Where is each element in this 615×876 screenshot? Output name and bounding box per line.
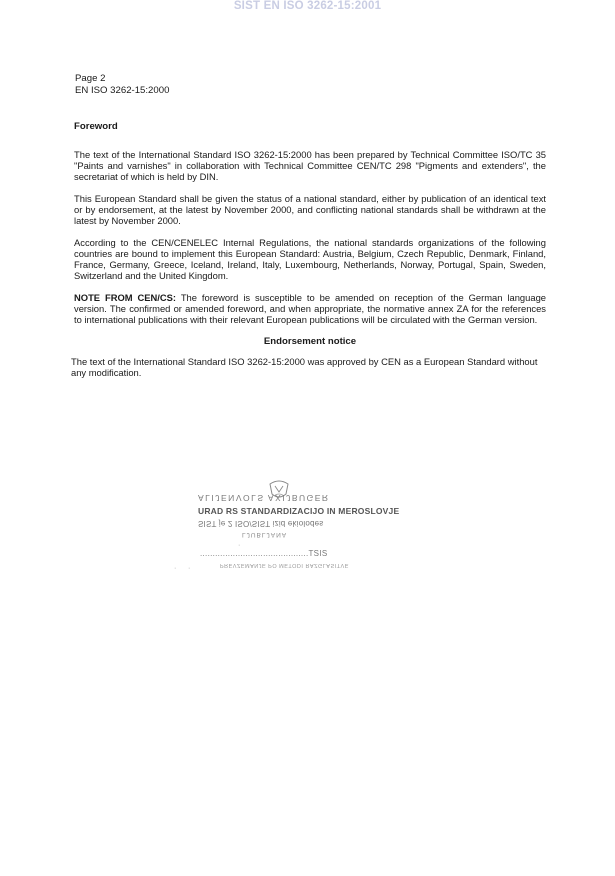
page-content [71, 121, 546, 389]
note-text: The foreword is susceptible to be amended on reception of the German language version. The confirmed or amended foreword, and when appropriate, the normative annex ZA for the references to international publications with their relevant European publications will be circulated with the German version. [74, 292, 546, 325]
stamp-line-5: ...........................................TSIS [200, 549, 328, 558]
foreword-heading: Foreword [74, 121, 118, 132]
stamp-line-6: PREVZEMANJE PO METODI RAZGLASITVE [220, 562, 349, 568]
document-id: EN ISO 3262-15:2000 [75, 85, 170, 96]
stamp-line-4: LJUBLJANA [242, 531, 288, 538]
endorsement-paragraph: The text of the International Standard ISO 3262-15:2000 was approved by CEN as a European Standard without any modification. [71, 356, 538, 378]
endorsement-heading: Endorsement notice [263, 336, 357, 347]
foreword-paragraph-3: According to the CEN/CENELEC Internal Regulations, the national standards organizations of the following countries are bound to implement this European Standard: Austria, Belgium, Czech Republic, Denmark, Finland, France, Germany, Greece, Iceland, Ireland, Italy, Luxembourg, Netherlands, Norway, Portugal, Spain, Sweden, Switzerland and the United Kingdom. [74, 237, 546, 281]
scan-speck: · [238, 542, 241, 549]
watermark: SIST EN ISO 3262-15:2001 [233, 0, 382, 12]
official-stamp [174, 480, 400, 580]
stamp-line-1: ALIJENVOLS AXIJBUGER [198, 493, 330, 503]
scan-speck: · [188, 565, 191, 572]
scan-speck: · [174, 565, 177, 572]
page-header [75, 73, 169, 97]
stamp-line-2: URAD RS STANDARDIZACIJO IN MEROSLOVJE [198, 506, 400, 516]
note-paragraph [74, 292, 546, 325]
stamp-line-3: SIST je 2 ISO/SIST izid ekiolodes [198, 519, 324, 528]
note-label: NOTE FROM CEN/CS: [74, 292, 177, 303]
page-number: Page 2 [75, 73, 106, 84]
foreword-paragraph-1: The text of the International Standard ISO 3262-15:2000 has been prepared by Technical Committee ISO/TC 35 "Paints and varnishes" in collaboration with Technical Committee CEN/TC 298 "Pigments and extenders", the secretariat of which is held by DIN. [74, 149, 546, 182]
foreword-paragraph-2: This European Standard shall be given the status of a national standard, either by publication of an identical text or by endorsement, at the latest by November 2000, and conflicting national standards shall be withdrawn at the latest by November 2000. [74, 193, 546, 226]
